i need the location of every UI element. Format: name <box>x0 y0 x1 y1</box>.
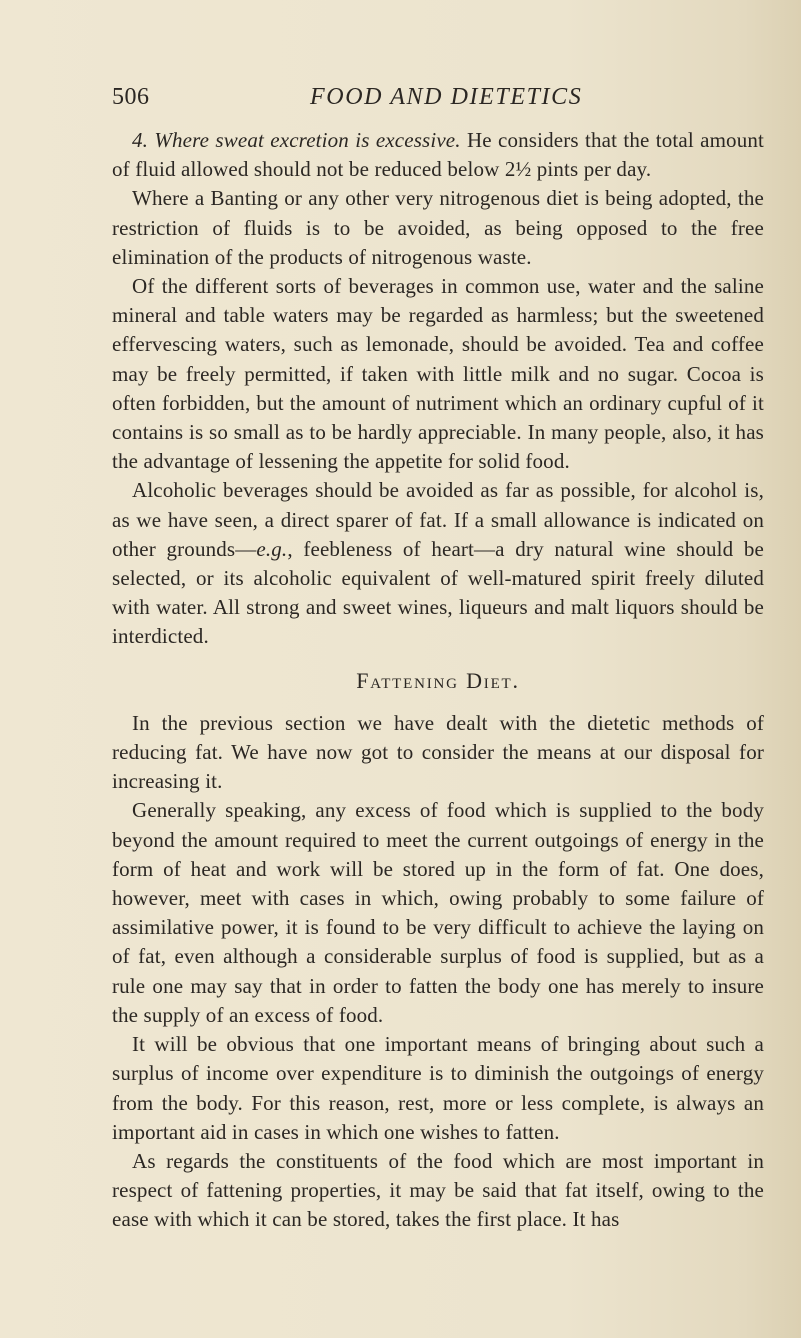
running-title: FOOD AND DIETETICS <box>310 84 583 110</box>
paragraph-text: , feebleness of heart—a dry natural wine should be selected, or its alcoholic equivalent of well-matured spirit freely diluted with water. All strong and sweet wines, liqueurs and malt liquors should be interdicted. <box>112 536 764 649</box>
paragraph-banting: Where a Banting or any other very nitrogenous diet is being adopted, the restriction of fluids is to be avoided, as being opposed to the free elimination of the products of nitrogenous waste. <box>112 186 764 269</box>
running-head <box>112 84 742 114</box>
paragraph-previous-section: In the previous section we have dealt with the dietetic methods of reducing fat. We have now got to consider the means at our disposal for increasing it. <box>112 710 764 794</box>
paragraph-alcohol <box>112 476 764 651</box>
paragraph-constituents: As regards the constituents of the food which are most important in respect of fattening properties, it may be said that fat itself, owing to the ease with which it can be stored, takes the first place. It has <box>112 1148 764 1232</box>
body-text <box>112 126 764 1235</box>
paragraph-text: He considers that the total amount of fluid allowed should not be reduced below 2½ pints per day. <box>112 128 764 182</box>
paragraph-rest: It will be obvious that one important means of bringing about such a surplus of income over expenditure is to diminish the outgoings of energy from the body. For this reason, rest, more or less complete, is always an important aid in cases in which one wishes to fatten. <box>112 1032 764 1144</box>
paragraph-beverages: Of the different sorts of beverages in common use, water and the saline mineral and table waters may be regarded as harmless; but the sweetened effervescing waters, such as lemonade, should be avoided. Tea and coffee may be freely permitted, if taken with little milk and no sugar. Cocoa is often forbidden, but the amount of nutriment which an ordinary cupful of it contains is so small as to be hardly appreciable. In many people, also, it has the advantage of lessening the appetite for solid food. <box>112 274 764 474</box>
paragraph-text: Alcoholic beverages should be avoided as far as possible, for alcohol is, as we have seen, a direct sparer of fat. If a small allowance is indicated on other grounds— <box>112 478 764 561</box>
page-number: 506 <box>112 84 150 110</box>
paragraph-sweat-excretion <box>112 126 764 184</box>
numbered-lead: 4. Where sweat excretion is excessive. <box>132 128 461 152</box>
section-heading: Fattening Diet. <box>356 667 520 693</box>
paragraph-excess-food: Generally speaking, any excess of food which is supplied to the body beyond the amount required to meet the current outgoings of energy in the form of heat and work will be stored up in the form of fat. One does, however, meet with cases in which, owing probably to some failure of assimilative power, it is found to be very difficult to achieve the laying on of fat, even although a considerable surplus of food is supplied, but as a rule one may say that in order to fatten the body one has merely to insure the supply of an excess of food. <box>112 798 764 1027</box>
abbreviation-eg: e.g. <box>256 536 288 561</box>
